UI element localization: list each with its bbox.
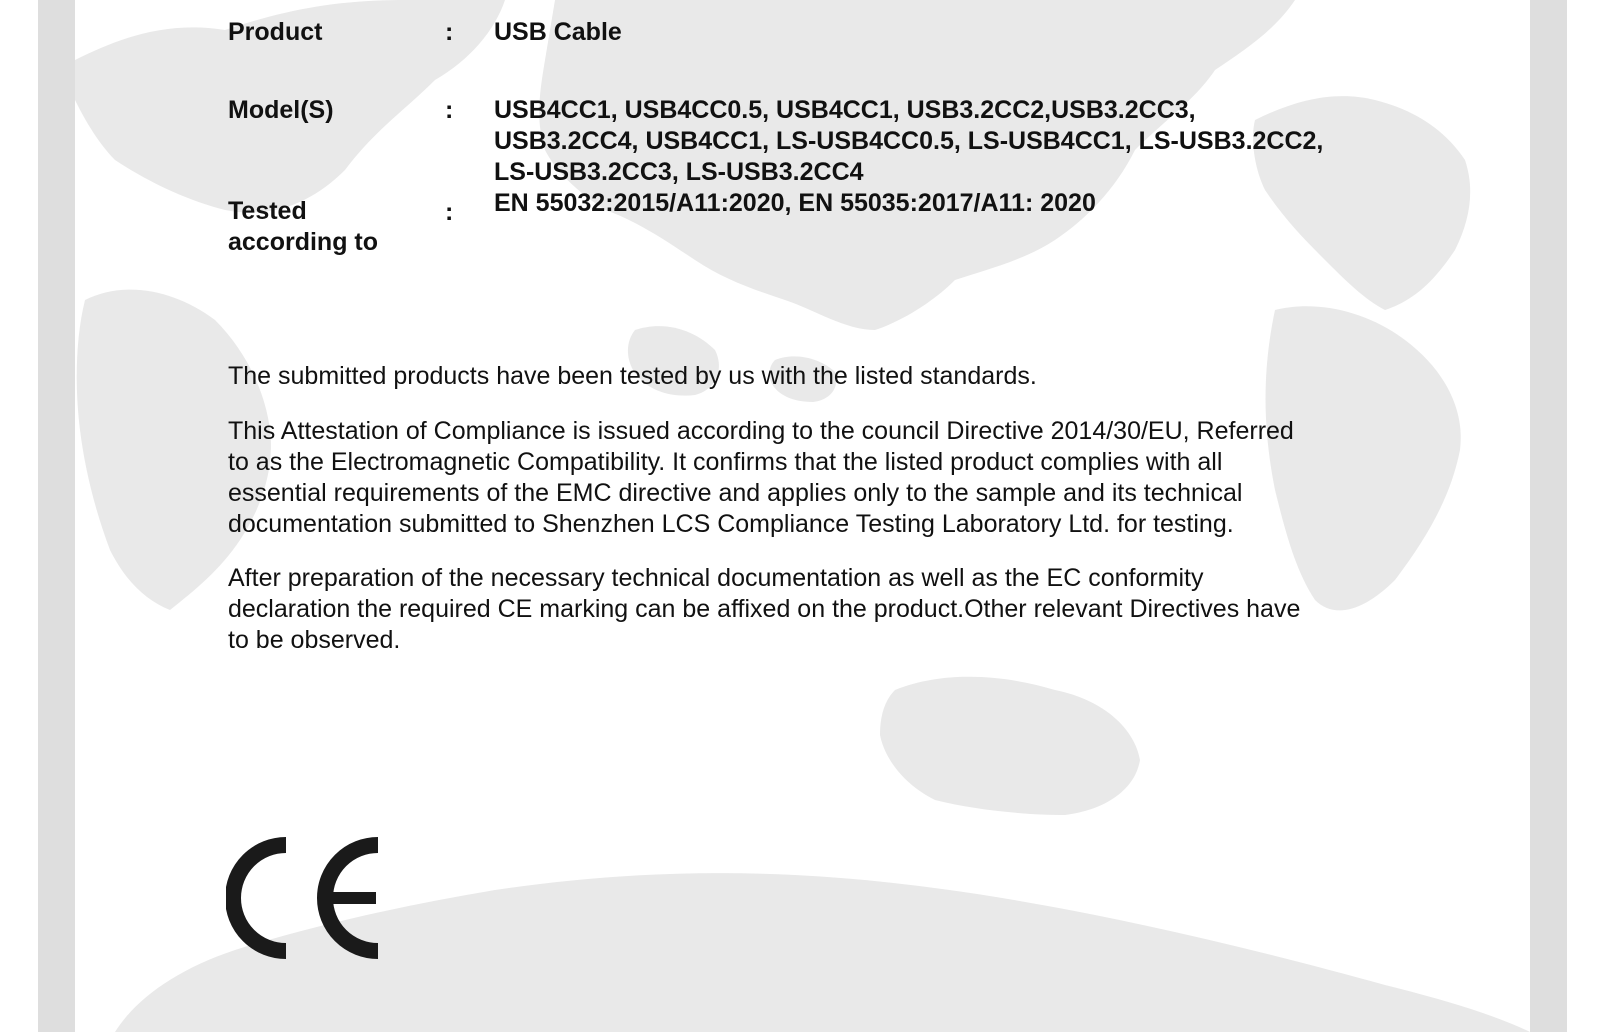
paragraph-2-line-4: documentation submitted to Shenzhen LCS Compliance Testing Laboratory Ltd. for testing. [228,510,1234,538]
product-value: USB Cable [494,18,622,46]
tested-label-line-2: according to [228,228,379,256]
paragraph-2-line-2: to as the Electromagnetic Compatibility. It confirms that the listed product complies with all [228,448,1223,476]
models-label: Model(S) [228,96,334,124]
product-colon: : [445,18,454,46]
models-colon: : [445,96,454,124]
ce-mark-logo [226,837,382,959]
paragraph-3-line-2: declaration the required CE marking can be affixed on the product.Other relevant Directives have [228,595,1301,623]
tested-label-line-1: Tested [228,197,307,225]
paragraph-2-line-3: essential requirements of the EMC directive and applies only to the sample and its technical [228,479,1243,507]
paragraph-3-line-3: to be observed. [228,626,401,654]
paragraph-1-line-1: The submitted products have been tested by us with the listed standards. [228,362,1037,390]
models-value-line-2: USB3.2CC4, USB4CC1, LS-USB4CC0.5, LS-USB4CC1, LS-USB3.2CC2, [494,127,1324,155]
tested-standards-value: EN 55032:2015/A11:2020, EN 55035:2017/A11: 2020 [494,189,1096,217]
models-value-line-1: USB4CC1, USB4CC0.5, USB4CC1, USB3.2CC2,USB3.2CC3, [494,96,1196,124]
product-label: Product [228,18,323,46]
paragraph-2-line-1: This Attestation of Compliance is issued according to the council Directive 2014/30/EU, Referred [228,417,1294,445]
paragraph-3-line-1: After preparation of the necessary technical documentation as well as the EC conformity [228,564,1204,592]
tested-colon: : [445,198,454,226]
models-value-line-3: LS-USB3.2CC3, LS-USB3.2CC4 [494,158,864,186]
